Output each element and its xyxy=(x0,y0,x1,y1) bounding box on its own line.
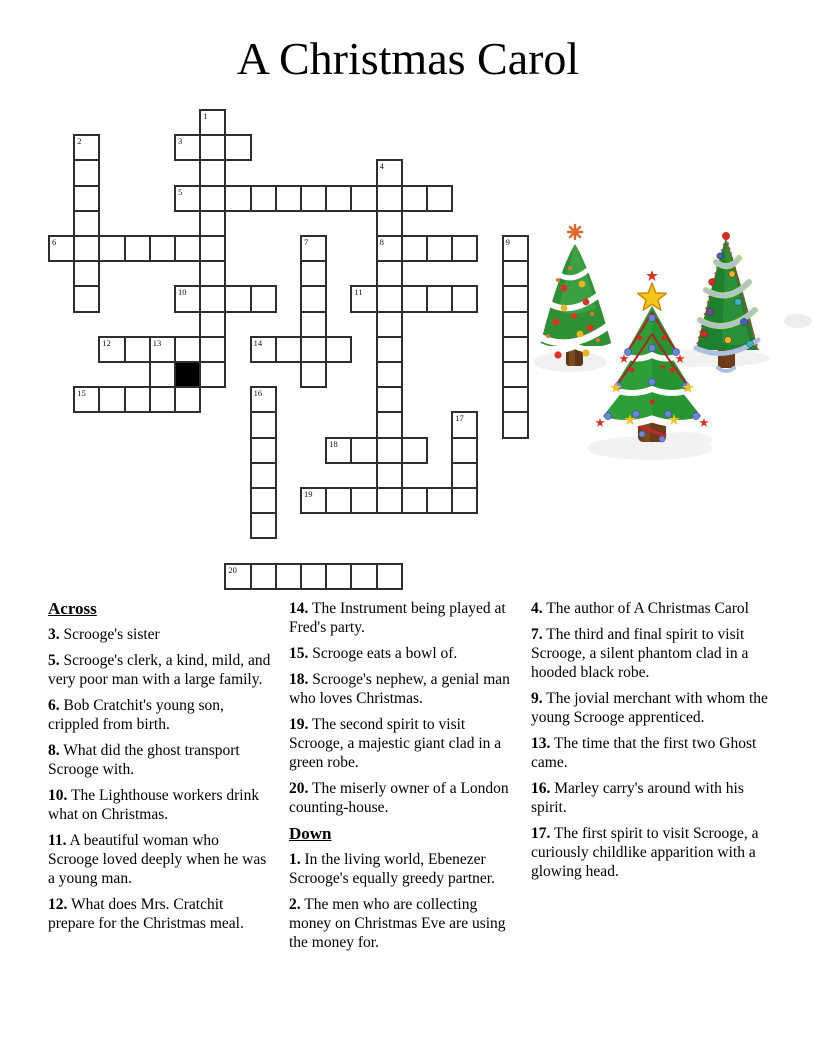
grid-cell[interactable] xyxy=(376,411,403,438)
grid-cell[interactable] xyxy=(376,311,403,338)
cell-number: 8 xyxy=(379,237,384,247)
clue-across-14: 14. The Instrument being played at Fred's party. xyxy=(289,600,506,636)
grid-cell[interactable] xyxy=(376,260,403,287)
grid-cell[interactable] xyxy=(502,411,529,438)
christmas-tree-left xyxy=(533,225,612,372)
clues-column-2 xyxy=(289,599,520,959)
cell-number: 15 xyxy=(77,388,86,399)
clue-down-16: 16. Marley carry's around with his spirit. xyxy=(531,780,744,816)
grid-cell[interactable] xyxy=(350,487,377,514)
grid-cell[interactable] xyxy=(376,210,403,237)
clue-down-7: 7. The third and final spirit to visit Scrooge, a silent phantom clad in a hooded black robe. xyxy=(531,626,749,681)
grid-cell[interactable] xyxy=(73,235,100,262)
grid-cell[interactable] xyxy=(250,386,277,413)
grid-cell[interactable] xyxy=(426,235,453,262)
grid-cell[interactable] xyxy=(124,235,151,262)
cell-number: 9 xyxy=(505,237,510,247)
grid-cell[interactable] xyxy=(48,235,75,262)
clue-across-15: 15. Scrooge eats a bowl of. xyxy=(289,645,458,662)
grid-cell[interactable] xyxy=(224,285,251,312)
clues-column-1 xyxy=(48,599,272,940)
grid-cell[interactable] xyxy=(325,487,352,514)
clue-across-19: 19. The second spirit to visit Scrooge, a majestic giant clad in a green robe. xyxy=(289,716,502,771)
clue-across-20: 20. The miserly owner of a London counting-house. xyxy=(289,780,509,816)
grid-cell[interactable] xyxy=(502,285,529,312)
clue-down-13: 13. The time that the first two Ghost came. xyxy=(531,735,757,771)
clue-down-4: 4. The author of A Christmas Carol xyxy=(531,600,749,617)
grid-cell[interactable] xyxy=(325,563,352,590)
puzzle-title: A Christmas Carol xyxy=(236,33,580,84)
across-clues-list-continued xyxy=(289,599,520,817)
grid-cell[interactable] xyxy=(376,386,403,413)
cell-number: 1 xyxy=(203,111,208,121)
grid-cell[interactable] xyxy=(174,336,201,363)
grid-cell[interactable] xyxy=(376,487,403,514)
grid-cell[interactable] xyxy=(401,285,428,312)
grid-cell[interactable] xyxy=(199,210,226,237)
cell-number: 19 xyxy=(304,489,313,499)
cell-number: 13 xyxy=(152,337,162,348)
clue-across-10: 10. The Lighthouse workers drink what on Christmas. xyxy=(48,787,260,823)
grid-cell[interactable] xyxy=(174,235,201,262)
cell-number: 4 xyxy=(379,161,384,172)
grid-cell[interactable] xyxy=(401,185,428,212)
grid-cell[interactable] xyxy=(224,185,251,212)
grid-cell[interactable] xyxy=(275,563,302,590)
grid-cell[interactable] xyxy=(300,311,327,338)
grid-cell[interactable] xyxy=(350,437,377,464)
cell-number: 17 xyxy=(455,413,464,424)
grid-cell[interactable] xyxy=(174,134,201,161)
grid-cell[interactable] xyxy=(350,285,377,312)
grid-cell[interactable] xyxy=(451,462,478,489)
grid-cell[interactable] xyxy=(199,336,226,363)
clue-across-12: 12. What does Mrs. Cratchit prepare for the Christmas meal. xyxy=(48,896,244,932)
grid-cell[interactable] xyxy=(73,185,100,212)
grid-cell[interactable] xyxy=(199,285,226,312)
grid-cell[interactable] xyxy=(124,386,151,413)
across-clues-list xyxy=(48,625,272,933)
grid-cell[interactable] xyxy=(300,563,327,590)
grid-cell[interactable] xyxy=(376,437,403,464)
cell-number: 5 xyxy=(178,186,183,197)
grid-cell[interactable] xyxy=(174,185,201,212)
clues-column-3 xyxy=(531,599,771,888)
grid-cell[interactable] xyxy=(502,260,529,287)
grid-cell[interactable] xyxy=(502,386,529,413)
grid-cell[interactable] xyxy=(124,336,151,363)
grid-cell[interactable] xyxy=(451,411,478,438)
grid-cell[interactable] xyxy=(98,336,125,363)
grid-cell[interactable] xyxy=(149,336,176,363)
clue-down-2: 2. The men who are collecting money on Christmas Eve are using the money for. xyxy=(289,896,506,951)
cell-number: 20 xyxy=(228,564,237,575)
grid-cell[interactable] xyxy=(502,235,529,262)
down-clues-list-continued xyxy=(531,599,771,881)
grid-cell[interactable] xyxy=(350,563,377,590)
grid-cell[interactable] xyxy=(149,386,176,413)
grid-cell[interactable] xyxy=(401,235,428,262)
grid-cell[interactable] xyxy=(250,285,277,312)
grid-cell[interactable] xyxy=(502,311,529,338)
grid-cell[interactable] xyxy=(73,134,100,161)
grid-cell[interactable] xyxy=(451,285,478,312)
grid-cell[interactable] xyxy=(376,336,403,363)
grid-cell[interactable] xyxy=(300,285,327,312)
grid-cell[interactable] xyxy=(73,260,100,287)
grid-cell[interactable] xyxy=(250,462,277,489)
clue-down-1: 1. In the living world, Ebenezer Scrooge's equally greedy partner. xyxy=(289,851,495,887)
grid-cell[interactable] xyxy=(401,437,428,464)
black-cell xyxy=(174,361,201,388)
grid-cell[interactable] xyxy=(376,159,403,186)
grid-cell[interactable] xyxy=(250,411,277,438)
across-header: Across xyxy=(48,599,97,618)
cell-number: 10 xyxy=(178,287,187,298)
grid-cell[interactable] xyxy=(199,109,226,136)
grid-cell[interactable] xyxy=(199,260,226,287)
grid-cell[interactable] xyxy=(199,185,226,212)
clue-across-8: 8. What did the ghost transport Scrooge with. xyxy=(48,742,240,778)
grid-cell[interactable] xyxy=(376,235,403,262)
cell-number: 18 xyxy=(329,438,338,449)
cell-number: 12 xyxy=(102,337,111,348)
grid-cell[interactable] xyxy=(376,285,403,312)
grid-cell[interactable] xyxy=(426,487,453,514)
grid-cell[interactable] xyxy=(300,336,327,363)
grid-cell[interactable] xyxy=(199,311,226,338)
grid-cell[interactable] xyxy=(250,563,277,590)
cell-number: 2 xyxy=(77,136,82,147)
grid-cell[interactable] xyxy=(376,185,403,212)
cell-number: 11 xyxy=(354,287,363,298)
grid-cell[interactable] xyxy=(451,437,478,464)
grid-cell[interactable] xyxy=(199,159,226,186)
grid-cell[interactable] xyxy=(73,159,100,186)
grid-cell[interactable] xyxy=(174,386,201,413)
grid-cell[interactable] xyxy=(300,235,327,262)
grid-cell[interactable] xyxy=(199,235,226,262)
grid-cell[interactable] xyxy=(502,361,529,388)
grid-cell[interactable] xyxy=(275,185,302,212)
grid-cell[interactable] xyxy=(300,361,327,388)
grid-cell[interactable] xyxy=(502,336,529,363)
grid-cell[interactable] xyxy=(73,210,100,237)
grid-cell[interactable] xyxy=(98,386,125,413)
grid-cell[interactable] xyxy=(451,235,478,262)
grid-cell[interactable] xyxy=(325,336,352,363)
cell-number: 3 xyxy=(178,136,183,147)
grid-cell[interactable] xyxy=(426,285,453,312)
cell-number: 14 xyxy=(253,337,263,348)
clue-across-5: 5. Scrooge's clerk, a kind, mild, and very poor man with a large family. xyxy=(48,652,271,688)
cell-number: 6 xyxy=(52,237,57,247)
grid-cell[interactable] xyxy=(376,462,403,489)
grid-cell[interactable] xyxy=(376,361,403,388)
grid-cell[interactable] xyxy=(224,134,251,161)
grid-cell[interactable] xyxy=(325,437,352,464)
grid-cell[interactable] xyxy=(224,563,251,590)
clue-across-6: 6. Bob Cratchit's young son, crippled from birth. xyxy=(48,697,224,733)
clue-across-18: 18. Scrooge's nephew, a genial man who loves Christmas. xyxy=(289,671,510,707)
clue-down-9: 9. The jovial merchant with whom the young Scrooge apprenticed. xyxy=(531,690,768,726)
down-header: Down xyxy=(289,824,332,843)
clue-down-17: 17. The first spirit to visit Scrooge, a curiously childlike apparition with a glowing head. xyxy=(531,825,759,880)
cell-number: 7 xyxy=(304,237,309,247)
grid-cell[interactable] xyxy=(73,285,100,312)
grid-cell[interactable] xyxy=(300,487,327,514)
grid-cell[interactable] xyxy=(401,487,428,514)
clue-across-3: 3. Scrooge's sister xyxy=(48,626,160,643)
grid-cell[interactable] xyxy=(325,185,352,212)
grid-cell[interactable] xyxy=(73,386,100,413)
grid-cell[interactable] xyxy=(199,134,226,161)
grid-cell[interactable] xyxy=(98,235,125,262)
cell-number: 16 xyxy=(253,388,263,399)
grid-cell[interactable] xyxy=(300,185,327,212)
grid-cell[interactable] xyxy=(250,437,277,464)
grid-cell[interactable] xyxy=(250,336,277,363)
grid-cell[interactable] xyxy=(250,512,277,539)
grid-cell[interactable] xyxy=(275,336,302,363)
grid-cell[interactable] xyxy=(376,563,403,590)
grid-cell[interactable] xyxy=(350,185,377,212)
grid-cell[interactable] xyxy=(250,185,277,212)
grid-cell[interactable] xyxy=(149,235,176,262)
grid-cell[interactable] xyxy=(426,185,453,212)
grid-cell[interactable] xyxy=(451,487,478,514)
clue-across-11: 11. A beautiful woman who Scrooge loved deeply when he was a young man. xyxy=(48,832,267,887)
christmas-trees-illustration xyxy=(528,222,816,462)
down-clues-list xyxy=(289,850,520,952)
grid-cell[interactable] xyxy=(199,361,226,388)
grid-cell[interactable] xyxy=(174,285,201,312)
grid-cell[interactable] xyxy=(300,260,327,287)
grid-cell[interactable] xyxy=(250,487,277,514)
grid-cell[interactable] xyxy=(149,361,176,388)
